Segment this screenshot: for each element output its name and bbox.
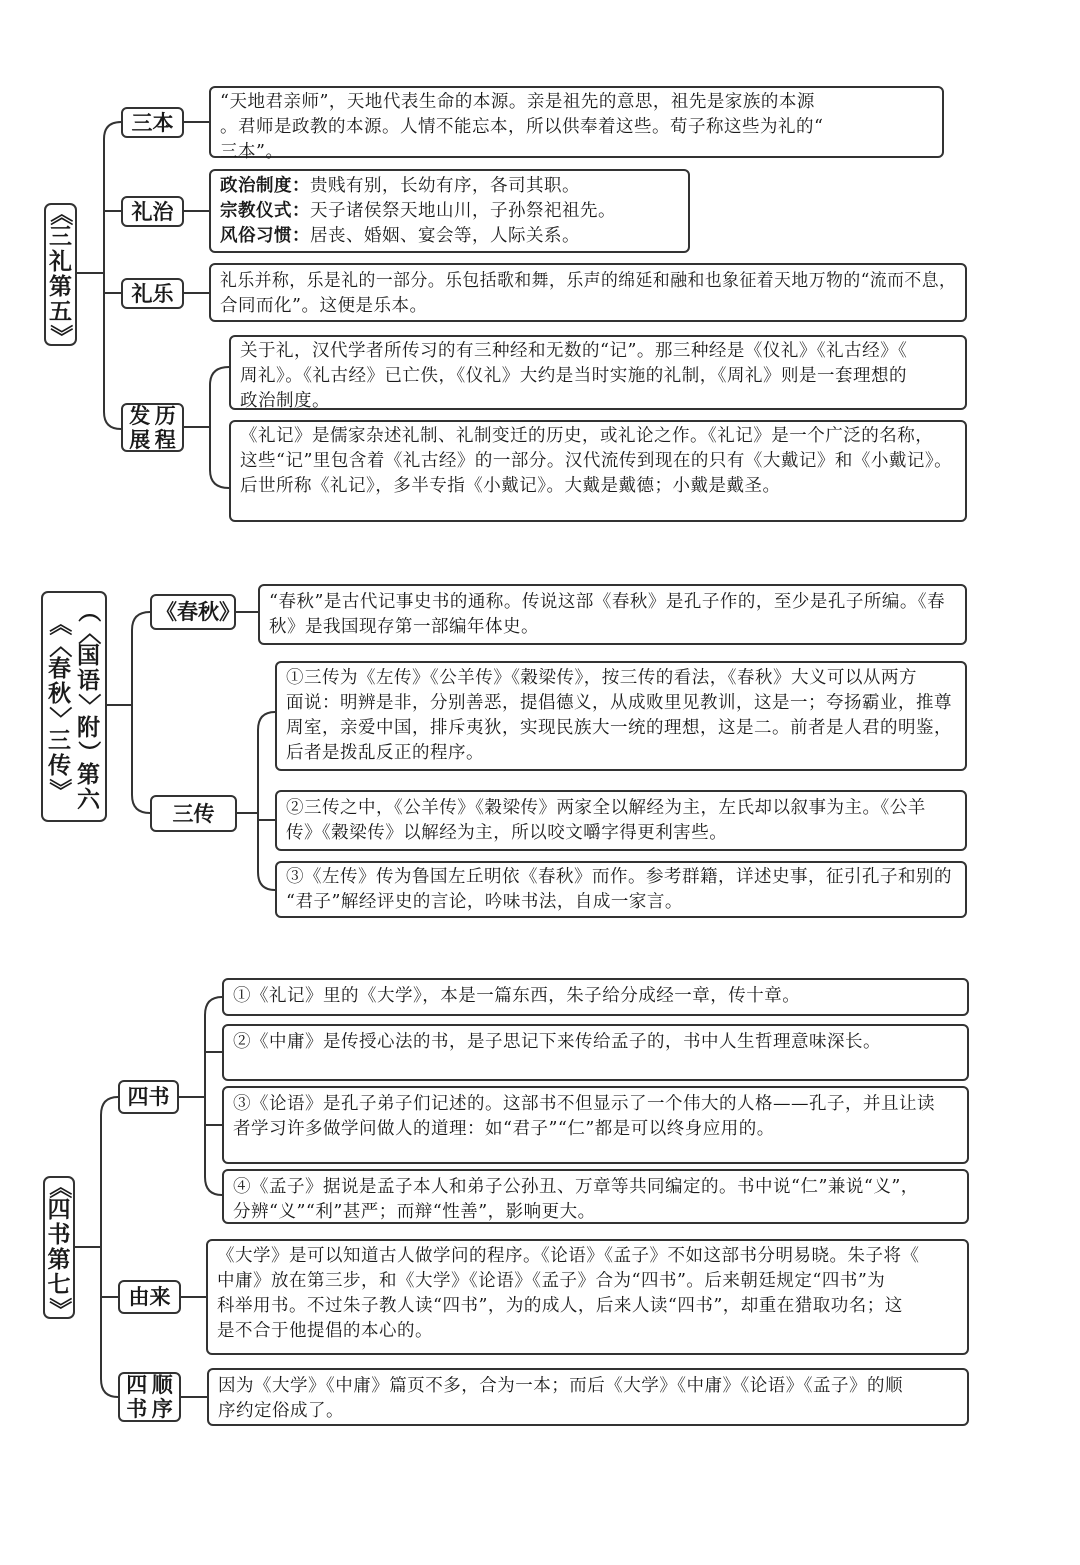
text-box-sanben: [209, 86, 944, 162]
section-root-title: [48, 613, 71, 801]
title-glyph: 三: [48, 727, 71, 754]
title-glyph: 第: [49, 273, 72, 300]
text-box-sishu-1: [222, 978, 969, 1016]
text-box-fazhan-1: [229, 335, 967, 410]
text-line: “春秋”是古代记事史书的通称。传说这部《春秋》是孔子作的，至少是孔子所编。《春: [269, 592, 946, 612]
text-line: 顺序: [151, 1373, 173, 1421]
text-line: 中庸》放在第三步，和《大学》《论语》《孟子》合为“四书”。后来朝廷规定“四书”为: [217, 1271, 886, 1291]
text-line: ②三传之中，《公羊传》《穀梁传》两家全以解经为主，左氏却以叙事为主。《公羊: [286, 798, 926, 818]
text-box-sanzhuan-1: [275, 661, 967, 771]
text-line: 合同而化”。这便是乐本。: [220, 296, 428, 316]
text-line: 周礼》。《礼古经》已亡佚，《仪礼》大约是当时实施的礼制，《周礼》则是一套理想的: [240, 366, 907, 386]
lizhi-row-key: 风俗习惯：: [220, 226, 310, 246]
title-glyph: 〉: [46, 706, 73, 729]
title-glyph: 》: [47, 324, 74, 347]
text-line: 序约定俗成了。: [218, 1401, 344, 1421]
lizhi-row-value: 居丧、婚姻、宴会等，人际关系。: [310, 226, 580, 246]
branch-node-youlai: 由来: [118, 1280, 181, 1314]
text-line: ①《礼记》里的《大学》，本是一篇东西，朱子给分成经一章，传十章。: [233, 986, 801, 1006]
title-glyph: 秋: [48, 680, 71, 707]
text-line: 发展: [129, 403, 151, 452]
text-line: 后世所称《礼记》，多半专指《小戴记》。大戴是戴德；小戴是戴圣。: [240, 476, 781, 496]
text-line: “君子”解经评史的言论，吟味书法，自成一家言。: [286, 892, 683, 912]
text-line: 这些“记”里包含着《礼古经》的一部分。汉代流传到现在的只有《大戴记》和《小戴记》。: [240, 451, 953, 471]
text-line: 因为《大学》《中庸》篇页不多，合为一本；而后《大学》《中庸》《论语》《孟子》的顺: [218, 1376, 903, 1396]
title-glyph: 〈: [46, 634, 73, 657]
section-root-title: [49, 203, 72, 347]
text-line: 者学习许多做学问做人的道理：如“君子”“仁”都是可以终身应用的。: [233, 1119, 775, 1139]
branch-node-liyue: 礼乐: [121, 278, 184, 309]
branch-node-sanben: 三本: [121, 107, 184, 138]
text-box-sanzhuan-2: [275, 790, 967, 851]
text-line: 科举用书。不过朱子教人读“四书”，为的成人，后来人读“四书”，却重在猎取功名；这: [217, 1296, 903, 1316]
title-glyph: 附: [77, 715, 100, 741]
text-line: 秋》是我国现存第一部编年体史。: [269, 617, 539, 637]
text-line: 三本”。: [220, 142, 284, 162]
title-glyph: 》: [46, 778, 73, 801]
title-glyph: 五: [49, 298, 72, 325]
title-glyph: 七: [47, 1271, 71, 1298]
lizhi-row-custom: [220, 224, 679, 249]
text-line: 分辨“义”“利”甚严；而辩“性善”，影响更大。: [233, 1202, 596, 1222]
section-root-sanli: [44, 203, 77, 346]
text-line: 面说：明辨是非，分别善恶，提倡德义，从成败里见教训，这是一；夸扬霸业，推尊: [286, 693, 952, 713]
branch-node-lizhi: 礼治: [121, 196, 184, 227]
text-line: ①三传为《左传》《公羊传》《穀梁传》，按三传的看法，《春秋》大义可以从两方: [286, 668, 917, 688]
title-glyph: 〉: [75, 693, 102, 717]
text-box-shunxu: [207, 1368, 969, 1426]
title-glyph: 六: [77, 787, 100, 813]
lizhi-row-value: 贵贱有别，长幼有序，各司其职。: [310, 176, 580, 196]
text-line: 传》《穀梁传》以解经为主，所以咬文嚼字得更利害些。: [286, 823, 728, 843]
text-line: 政治制度。: [240, 391, 330, 411]
lizhi-row-political: [220, 174, 679, 199]
text-line: 《大学》是可以知道古人做学问的程序。《论语》《孟子》不如这部书分明易晓。朱子将《: [217, 1246, 920, 1266]
branch-node-sanzhuan: 三传: [150, 795, 237, 832]
title-glyph: 春: [48, 655, 71, 682]
text-line: ③《论语》是孔子弟子们记述的。这部书不但显示了一个伟大的人格——孔子，并且让读: [233, 1094, 935, 1114]
title-glyph: 〈: [75, 621, 102, 645]
title-glyph: 《: [47, 202, 74, 225]
text-line: 《礼记》是儒家杂述礼制、礼制变迁的历史，或礼论之作。《礼记》是一个广泛的名称，: [240, 426, 934, 446]
text-box-youlai: [206, 1239, 969, 1355]
text-line: 历程: [154, 403, 176, 452]
title-glyph: 三: [49, 223, 72, 250]
text-line: ④《孟子》据说是孟子本人和弟子公孙丑、万章等共同编定的。书中说“仁”兼说“义”，: [233, 1177, 919, 1197]
text-line: 。君师是政教的本源。人情不能忘本，所以供奉着这些。荀子称这些为礼的“: [220, 117, 824, 137]
lizhi-row-value: 天子诸侯祭天地山川，子孙祭祀祖先。: [310, 201, 616, 221]
text-line: 四书: [126, 1373, 148, 1421]
title-glyph: 《: [46, 1175, 72, 1198]
text-line: 关于礼，汉代学者所传习的有三种经和无数的“记”。那三种经是《仪礼》《礼古经》《: [240, 341, 908, 361]
title-glyph: 国: [77, 643, 100, 669]
title-glyph: （: [75, 599, 102, 623]
lizhi-row-key: 政治制度：: [220, 176, 310, 196]
title-glyph: 四: [47, 1196, 71, 1223]
section-root-title: [48, 1176, 71, 1320]
text-line: ②《中庸》是传授心法的书，是子思记下来传给孟子的，书中人生哲理意味深长。: [233, 1032, 881, 1052]
title-glyph: 第: [47, 1246, 71, 1273]
title-glyph: 《: [46, 612, 73, 635]
section-root-title-part: [77, 600, 100, 813]
title-glyph: 》: [46, 1297, 72, 1320]
text-line: 周室，亲爱中国，排斥夷狄，实现民族大一统的理想，这是二。前者是人君的明鉴，: [286, 718, 952, 738]
title-glyph: 语: [77, 668, 100, 694]
title-glyph: 传: [48, 752, 71, 779]
text-line: 是不合于他提倡的本心的。: [217, 1321, 433, 1341]
text-box-sishu-4: [222, 1169, 969, 1224]
text-box-liyue: [209, 263, 967, 322]
title-glyph: 第: [77, 762, 100, 788]
branch-node-fazhan: [121, 403, 184, 452]
text-line: “天地君亲师”，天地代表生命的本源。亲是祖先的意思，祖先是家族的本源: [220, 92, 815, 112]
branch-node-chunqiu: 《春秋》: [150, 594, 236, 630]
title-glyph: ）: [75, 740, 102, 764]
text-box-sishu-3: [222, 1086, 969, 1164]
text-line: ③《左传》传为鲁国左丘明依《春秋》而作。参考群籍，详述史事，征引孔子和别的: [286, 867, 952, 887]
section-root-chunqiu: [41, 591, 107, 822]
text-box-fazhan-2: [229, 420, 967, 522]
text-box-sishu-2: [222, 1024, 969, 1081]
lizhi-row-religious: [220, 199, 679, 224]
title-glyph: 礼: [49, 248, 72, 275]
text-line: 后者是拨乱反正的程序。: [286, 743, 484, 763]
text-box-chunqiu: [258, 584, 967, 645]
title-glyph: 书: [47, 1221, 71, 1248]
section-root-sishu: [43, 1176, 75, 1319]
branch-node-shunxu: [118, 1372, 181, 1422]
lizhi-row-key: 宗教仪式：: [220, 201, 310, 221]
text-line: 礼乐并称，乐是礼的一部分。乐包括歌和舞，乐声的绵延和融和也象征着天地万物的“流而不息，: [220, 271, 957, 291]
text-box-lizhi: [209, 169, 690, 253]
text-box-sanzhuan-3: [275, 861, 967, 918]
branch-node-sishu: 四书: [118, 1080, 179, 1114]
